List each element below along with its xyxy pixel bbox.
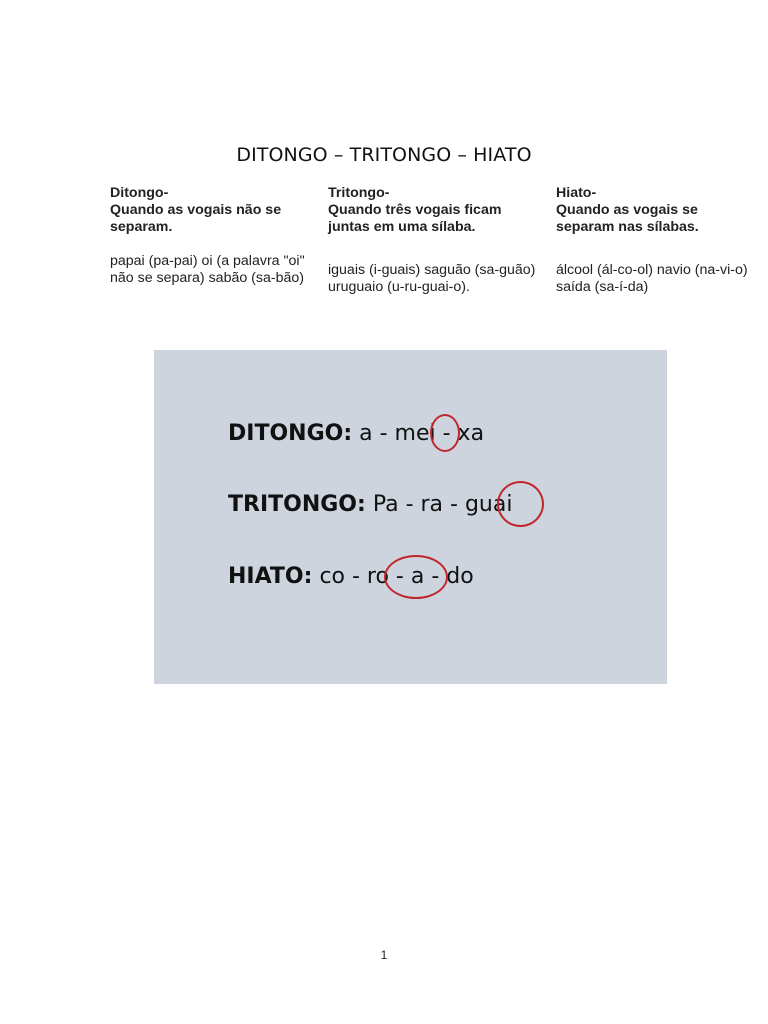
- ditongo-heading: Ditongo-: [110, 185, 169, 201]
- tritongo-definition: Quando três vogais ficam juntas em uma sílaba.: [328, 202, 502, 235]
- page-title: DITONGO – TRITONGO – HIATO: [236, 144, 532, 166]
- syllable-example-image: [154, 350, 667, 684]
- hiato-highlight-circle: [384, 555, 448, 599]
- ditongo-example-label: DITONGO:: [228, 421, 353, 446]
- ditongo-column: [110, 185, 315, 287]
- hiato-example-syllables: co - ro - a - do: [319, 564, 474, 589]
- tritongo-example-label: TRITONGO:: [228, 492, 366, 517]
- ditongo-example-syllables: a - mei - xa: [359, 421, 485, 446]
- tritongo-examples: iguais (i-guais) saguão (sa-guão) uruguaio (u-ru-guai-o).: [328, 262, 536, 295]
- ditongo-highlight-circle: [430, 414, 460, 452]
- page-number: 1: [380, 948, 388, 962]
- tritongo-example-syllables: Pa - ra - guai: [372, 492, 513, 517]
- tritongo-heading: Tritongo-: [328, 185, 390, 201]
- hiato-example-label: HIATO:: [228, 564, 313, 589]
- tritongo-highlight-circle: [497, 481, 544, 527]
- hiato-heading: Hiato-: [556, 185, 597, 201]
- hiato-definition: Quando as vogais se separam nas sílabas.: [556, 202, 699, 235]
- ditongo-examples: papai (pa-pai) oi (a palavra "oi" não se separa) sabão (sa-bão): [110, 253, 305, 286]
- ditongo-definition: Quando as vogais não se separam.: [110, 202, 282, 235]
- hiato-column: [556, 185, 756, 296]
- tritongo-example-line: [228, 492, 512, 517]
- hiato-examples: álcool (ál-co-ol) navio (na-vi-o) saída (sa-í-da): [556, 262, 748, 295]
- tritongo-column: [328, 185, 538, 296]
